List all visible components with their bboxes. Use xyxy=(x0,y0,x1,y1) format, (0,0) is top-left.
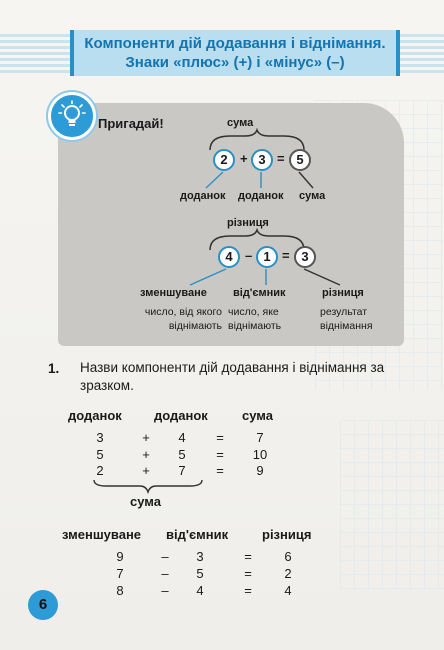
table-cell: + xyxy=(142,430,150,445)
table-cell: 7 xyxy=(256,430,264,445)
title-line-2: Знаки «плюс» (+) і «мінус» (–) xyxy=(125,54,345,71)
table-cell: = xyxy=(244,549,252,564)
table-cell: 5 xyxy=(178,447,186,462)
table-cell: = xyxy=(244,583,252,598)
equals-sign: = xyxy=(277,151,285,166)
table-cell: 5 xyxy=(96,447,104,462)
subtrahend-circle: 1 xyxy=(256,246,278,268)
lightbulb-icon xyxy=(48,92,96,140)
minus-sign: – xyxy=(245,248,253,263)
table-cell: 6 xyxy=(284,549,292,564)
table-header-sum: сума xyxy=(242,408,273,423)
addend-1-circle: 2 xyxy=(213,149,235,171)
sum-label: сума xyxy=(299,190,326,202)
sum-brace xyxy=(92,478,204,494)
table-header-addend-1: доданок xyxy=(68,408,122,423)
subtrahend-note: число, яке віднімають xyxy=(228,306,282,332)
page-title xyxy=(70,30,400,76)
table-header-minuend: зменшуване xyxy=(62,527,142,542)
table-cell: – xyxy=(161,566,169,581)
title-line-1: Компоненти дій додавання і віднімання. xyxy=(84,35,386,52)
plus-sign: + xyxy=(240,151,248,166)
table-cell: = xyxy=(244,566,252,581)
addend-label-2: доданок xyxy=(238,190,284,202)
bleed-through-grid xyxy=(340,420,444,590)
table-cell: 5 xyxy=(196,566,204,581)
minuend-note: число, від якого віднімають xyxy=(144,306,222,332)
minuend-label: зменшуване xyxy=(140,287,207,299)
table-cell: 3 xyxy=(96,430,104,445)
table-cell: 4 xyxy=(284,583,292,598)
task-number: 1. xyxy=(48,361,60,376)
sum-circle: 5 xyxy=(289,149,311,171)
table-cell: 10 xyxy=(252,447,268,462)
table-cell: = xyxy=(216,447,224,462)
table-cell: 7 xyxy=(116,566,124,581)
table-header-difference: різниця xyxy=(262,527,312,542)
brace-sum-label: сума xyxy=(130,494,161,509)
equals-sign: = xyxy=(282,248,290,263)
sum-top-label: сума xyxy=(227,117,254,129)
difference-note: результат віднімання xyxy=(320,306,373,332)
addend-2-circle: 3 xyxy=(251,149,273,171)
table-cell: 3 xyxy=(196,549,204,564)
difference-label: різниця xyxy=(322,287,364,299)
page-number: 6 xyxy=(28,590,58,620)
table-cell: 4 xyxy=(178,430,186,445)
difference-top-label: різниця xyxy=(227,217,269,229)
minuend-circle: 4 xyxy=(218,246,240,268)
table-cell: 9 xyxy=(116,549,124,564)
task-text: Назви компоненти дій додавання і віднімання за зразком. xyxy=(80,360,385,393)
table-cell: 4 xyxy=(196,583,204,598)
table-header-addend-2: доданок xyxy=(154,408,208,423)
difference-circle: 3 xyxy=(294,246,316,268)
table-header-subtrahend: від'ємник xyxy=(166,527,229,542)
table-cell: = xyxy=(216,463,224,478)
table-cell: – xyxy=(161,583,169,598)
subtrahend-label: від'ємник xyxy=(233,287,286,299)
subtraction-arrows xyxy=(160,267,370,289)
addend-label-1: доданок xyxy=(180,190,226,202)
table-cell: 8 xyxy=(116,583,124,598)
remember-heading: Пригадай! xyxy=(98,116,164,131)
addition-arrows xyxy=(190,170,330,192)
table-cell: + xyxy=(142,447,150,462)
table-cell: + xyxy=(142,463,150,478)
table-cell: – xyxy=(161,549,169,564)
table-cell: = xyxy=(216,430,224,445)
table-cell: 2 xyxy=(284,566,292,581)
table-cell: 2 xyxy=(96,463,104,478)
table-cell: 7 xyxy=(178,463,186,478)
table-cell: 9 xyxy=(256,463,264,478)
